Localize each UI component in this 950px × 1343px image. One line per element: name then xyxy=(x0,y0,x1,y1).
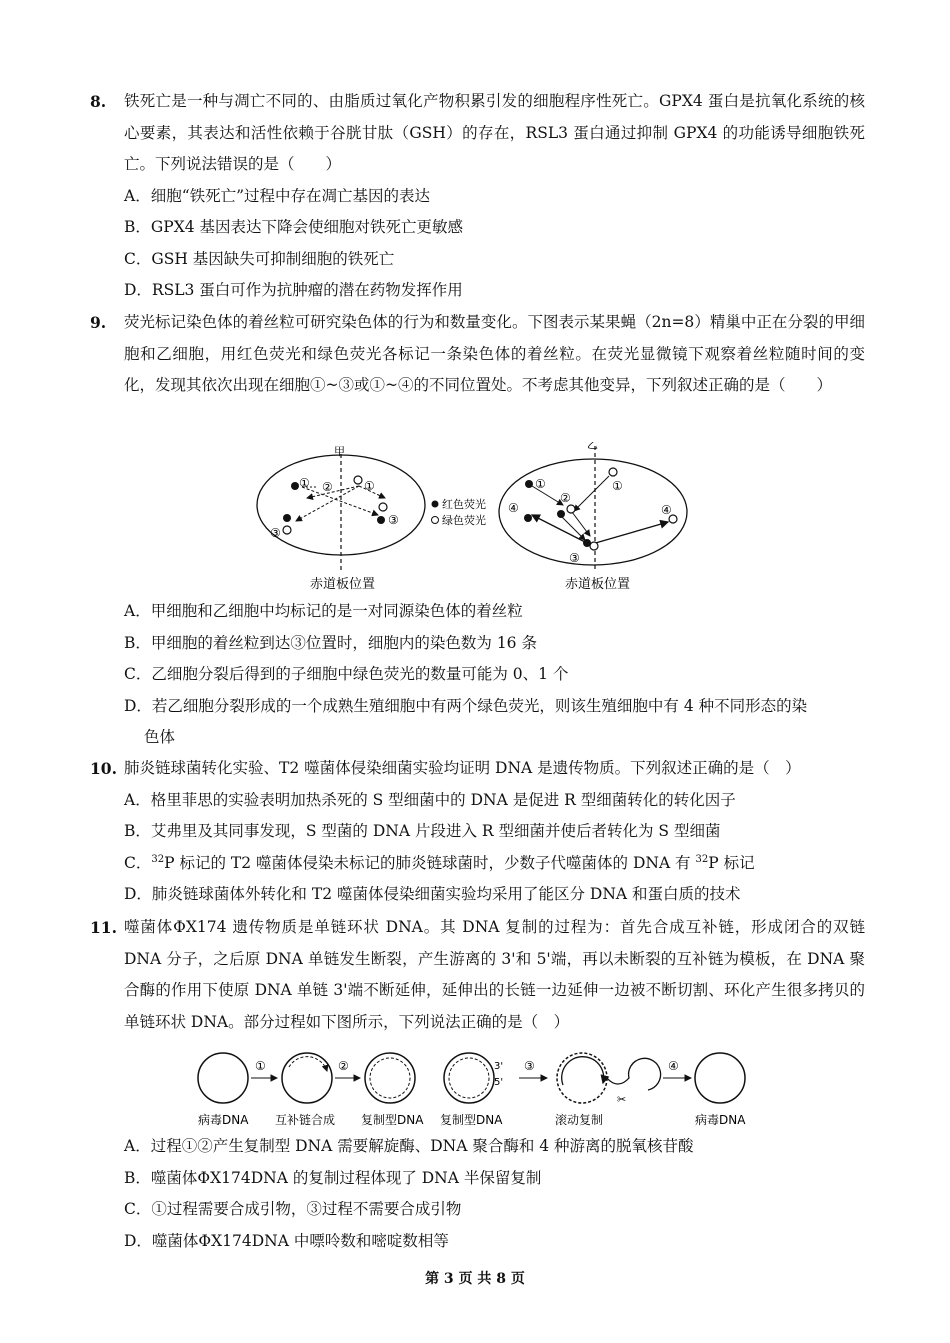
page-footer: 第 3 页 共 8 页 xyxy=(425,1271,525,1287)
svg-text:病毒DNA: 病毒DNA xyxy=(695,1113,746,1127)
plate-label-b: 赤道板位置 xyxy=(565,577,631,592)
option-d-line1: D．若乙细胞分裂形成的一个成熟生殖细胞中有两个绿色荧光，则该生殖细胞中有 4 种不同形态的染 xyxy=(124,696,808,715)
svg-text:③: ③ xyxy=(524,1059,535,1073)
svg-text:①: ① xyxy=(364,479,375,493)
option-a: A．格里菲思的实验表明加热杀死的 S 型细菌中的 DNA 是促进 R 型细菌转化的转化因子 xyxy=(124,790,736,809)
svg-text:①: ① xyxy=(299,476,310,490)
question-stem: 肺炎链球菌转化实验、T2 噬菌体侵染细菌实验均证明 DNA 是遗传物质。下列叙述正确的是（ ） xyxy=(124,759,801,777)
rolling-circle xyxy=(557,1053,607,1103)
option-c: C．乙细胞分裂后得到的子细胞中绿色荧光的数量可能为 0、1 个 xyxy=(124,665,569,683)
option-d: D．RSL3 蛋白可作为抗肿瘤的潜在药物发挥作用 xyxy=(124,281,463,299)
cell-a-label: 甲 xyxy=(334,445,345,458)
scissor-icon: ✂ xyxy=(617,1093,627,1106)
option-d: D．噬菌体ΦX174DNA 中嘌呤数和嘧啶数相等 xyxy=(124,1231,449,1250)
svg-text:②: ② xyxy=(560,491,571,505)
question-number: 8. xyxy=(90,92,107,111)
red-centromere xyxy=(525,480,533,488)
green-centromere xyxy=(590,542,598,550)
question-number: 11. xyxy=(90,918,117,937)
option-c: C．GSH 基因缺失可抑制细胞的铁死亡 xyxy=(124,249,395,268)
svg-text:病毒DNA: 病毒DNA xyxy=(198,1113,249,1127)
svg-text:①: ① xyxy=(612,479,623,493)
question-11 xyxy=(90,912,865,1038)
red-centromere xyxy=(524,514,532,522)
legend-red: 红色荧光 xyxy=(442,498,486,511)
question-11-options xyxy=(90,1131,865,1257)
question-stem: 噬菌体ΦX174 遗传物质是单链环状 DNA。其 DNA 复制的过程为：首先合成互补链，形成闭合的双链 DNA 分子，之后原 DNA 单链发生断裂，产生游离的 3'和 5'端，再以未断裂的互补链为模板，在 DNA 聚合酶的作用下使原 DNA 单链 3'端不断延伸，延伸出的长链一边延伸一边被不断切割、环化产生很多拷贝的单链环状 DNA。部分过程如下图所示，下列说法正确的是（ ） xyxy=(124,918,865,1031)
svg-text:②: ② xyxy=(338,1059,349,1073)
svg-text:④: ④ xyxy=(668,1059,679,1073)
svg-text:5': 5' xyxy=(494,1077,504,1088)
question-stem: 荧光标记染色体的着丝粒可研究染色体的行为和数量变化。下图表示某果蝇（2n=8）精巢中正在分裂的甲细胞和乙细胞，用红色荧光和绿色荧光各标记一条染色体的着丝粒。在荧光显微镜下观察着丝粒随时间的变化，发现其依次出现在细胞①~③或①~④的不同位置处。不考虑其他变异，下列叙述正确的是（ ） xyxy=(124,313,865,394)
replication-diagram xyxy=(193,1045,763,1130)
svg-text:①: ① xyxy=(255,1059,266,1073)
red-centromere xyxy=(283,514,291,522)
svg-text:复制型DNA: 复制型DNA xyxy=(440,1113,503,1127)
option-c: C．$^{32}$P 标记的 T2 噬菌体侵染未标记的肺炎链球菌时，少数子代噬菌体的 DNA 有 $^{32}$P 标记 xyxy=(124,853,755,872)
cell-b-label: 乙 xyxy=(587,442,598,451)
option-a: A．细胞“铁死亡”过程中存在凋亡基因的表达 xyxy=(124,186,431,205)
question-9-options xyxy=(90,596,865,754)
green-centromere xyxy=(379,503,387,511)
legend-green: 绿色荧光 xyxy=(442,514,486,527)
svg-text:③: ③ xyxy=(270,526,281,540)
green-centromere xyxy=(567,505,575,513)
red-centromere xyxy=(291,482,299,490)
red-centromere xyxy=(557,510,565,518)
option-b: B．GPX4 基因表达下降会使细胞对铁死亡更敏感 xyxy=(124,218,464,236)
svg-text:复制型DNA: 复制型DNA xyxy=(361,1113,424,1127)
svg-text:①: ① xyxy=(535,477,546,491)
question-stem: 铁死亡是一种与凋亡不同的、由脂质过氧化产物积累引发的细胞程序性死亡。GPX4 蛋白是抗氧化系统的核心要素，其表达和活性依赖于谷胱甘肽（GSH）的存在，RSL3 蛋白通过抑制 GPX4 的功能诱导细胞铁死亡。下列说法错误的是（ ） xyxy=(124,92,865,173)
question-10 xyxy=(90,753,865,911)
svg-text:互补链合成: 互补链合成 xyxy=(275,1113,336,1127)
q9-figure xyxy=(250,442,700,592)
svg-text:滚动复制: 滚动复制 xyxy=(555,1113,604,1127)
green-centromere xyxy=(354,476,362,484)
option-b: B．艾弗里及其同事发现，S 型菌的 DNA 片段进入 R 型细菌并使后者转化为 S 型细菌 xyxy=(124,822,721,840)
question-8 xyxy=(90,86,865,307)
viral-dna-circle xyxy=(695,1053,745,1103)
red-centromere xyxy=(377,516,385,524)
option-b: B．甲细胞的着丝粒到达③位置时，细胞内的染色数为 16 条 xyxy=(124,633,537,652)
plate-label-a: 赤道板位置 xyxy=(310,577,376,592)
svg-text:④: ④ xyxy=(661,503,672,517)
svg-text:③: ③ xyxy=(388,513,399,527)
option-d xyxy=(124,691,865,754)
legend-green-dot xyxy=(432,517,439,524)
question-number: 10. xyxy=(90,759,117,778)
question-number: 9. xyxy=(90,313,107,332)
option-c: C．①过程需要合成引物，③过程不需要合成引物 xyxy=(124,1200,462,1218)
svg-text:③: ③ xyxy=(569,551,580,565)
green-centromere xyxy=(283,526,291,534)
viral-dna-circle xyxy=(198,1053,248,1103)
option-a: A．甲细胞和乙细胞中均标记的是一对同源染色体的着丝粒 xyxy=(124,602,523,620)
option-a: A．过程①②产生复制型 DNA 需要解旋酶、DNA 聚合酶和 4 种游离的脱氧核苷酸 xyxy=(124,1137,694,1155)
complement-synthesis-circle xyxy=(282,1053,332,1103)
option-d: D．肺炎链球菌体外转化和 T2 噬菌体侵染细菌实验均采用了能区分 DNA 和蛋白质的技术 xyxy=(124,885,741,903)
replicative-form-circle xyxy=(444,1053,494,1103)
cell-diagram xyxy=(250,442,700,592)
option-b: B．噬菌体ΦX174DNA 的复制过程体现了 DNA 半保留复制 xyxy=(124,1168,542,1187)
svg-text:②: ② xyxy=(322,480,333,494)
svg-text:3': 3' xyxy=(494,1061,504,1072)
option-d-line2: 色体 xyxy=(144,728,176,746)
replicative-form-circle xyxy=(365,1053,415,1103)
legend-red-dot xyxy=(432,501,439,508)
svg-text:④: ④ xyxy=(508,501,519,515)
question-9 xyxy=(90,307,865,402)
green-centromere xyxy=(609,468,617,476)
q11-figure xyxy=(193,1045,763,1130)
